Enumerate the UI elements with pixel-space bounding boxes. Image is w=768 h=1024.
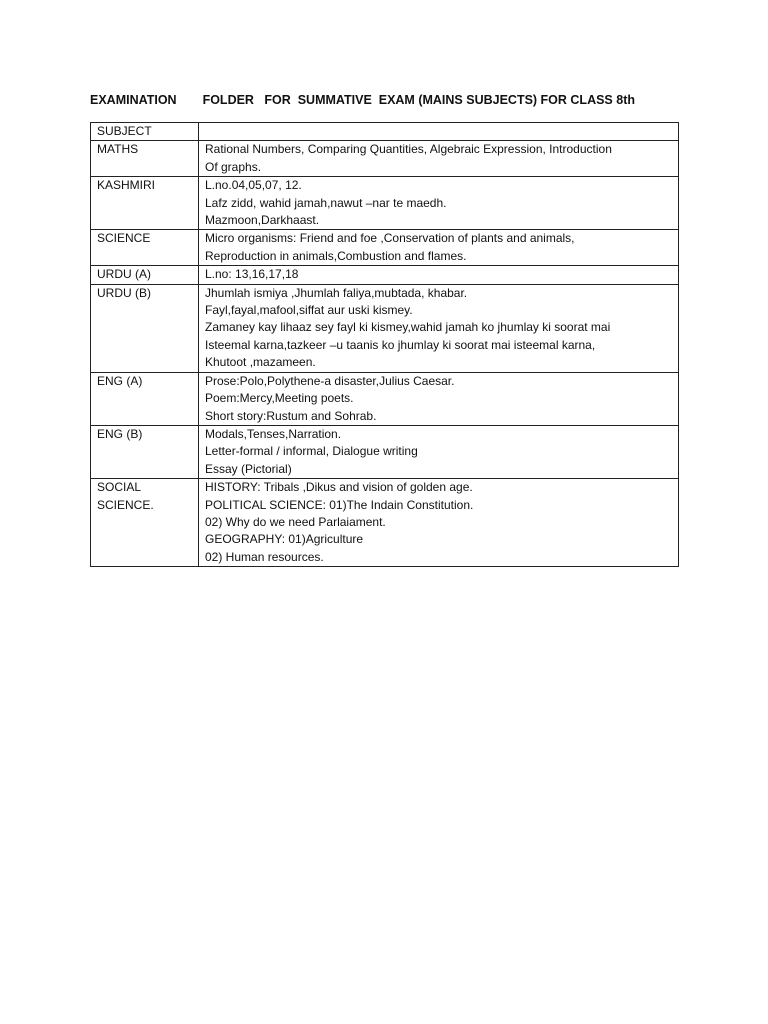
subject-name: SCIENCE (97, 231, 151, 246)
subject-cell (91, 230, 199, 266)
topic-line: GEOGRAPHY: 01)Agriculture (205, 532, 364, 547)
table-row (91, 284, 679, 372)
topics-cell (199, 177, 679, 230)
topic-line: HISTORY: Tribals ,Dikus and vision of golden age. (205, 480, 473, 495)
topics-cell (199, 372, 679, 425)
topics-cell (199, 479, 679, 567)
subject-cell (91, 266, 199, 284)
topic-line: Jhumlah ismiya ,Jhumlah faliya,mubtada, khabar. (205, 285, 468, 300)
topic-line: Short story:Rustum and Sohrab. (205, 408, 377, 423)
subject-name: URDU (A) (97, 267, 151, 282)
table-row (91, 141, 679, 177)
syllabus-table-body (91, 123, 679, 567)
topic-line: Zamaney kay lihaaz sey fayl ki kismey,wahid jamah ko jhumlay ki soorat mai (205, 320, 611, 335)
subject-cell (91, 479, 199, 567)
topics-cell (199, 425, 679, 478)
topic-line: Letter-formal / informal, Dialogue writing (205, 444, 418, 459)
subject-name: SCIENCE. (97, 497, 154, 512)
table-header-row (91, 123, 679, 141)
subject-name: MATHS (97, 142, 139, 157)
table-row (91, 177, 679, 230)
subject-name: ENG (B) (97, 426, 143, 441)
topics-cell (199, 230, 679, 266)
subject-name: URDU (B) (97, 285, 151, 300)
topic-line: Micro organisms: Friend and foe ,Conservation of plants and animals, (205, 231, 575, 246)
topic-line: POLITICAL SCIENCE: 01)The Indain Constitution. (205, 497, 474, 512)
table-row (91, 479, 679, 567)
topic-line: Of graphs. (205, 159, 262, 174)
topics-cell (199, 284, 679, 372)
header-topics-cell (199, 123, 679, 141)
topic-line: Reproduction in animals,Combustion and flames. (205, 248, 467, 263)
header-subject-label: SUBJECT (97, 124, 152, 138)
table-row (91, 372, 679, 425)
subject-name: SOCIAL (97, 480, 142, 495)
topic-line: Essay (Pictorial) (205, 461, 292, 476)
topic-line: Rational Numbers, Comparing Quantities, Algebraic Expression, Introduction (205, 142, 612, 157)
topic-line: L.no.04,05,07, 12. (205, 178, 302, 193)
table-row (91, 266, 679, 284)
topic-line: L.no: 13,16,17,18 (205, 267, 299, 282)
topic-line: Fayl,fayal,mafool,siffat aur uski kismey. (205, 303, 413, 318)
subject-cell (91, 141, 199, 177)
topic-line: 02) Human resources. (205, 549, 324, 564)
header-subject-cell (91, 123, 199, 141)
subject-name: ENG (A) (97, 373, 143, 388)
title-part-folder: FOLDER FOR SUMMATIVE EXAM (MAINS SUBJECTS) FOR CLASS 8th (202, 93, 635, 107)
page-title (90, 93, 635, 107)
topics-cell (199, 141, 679, 177)
topics-cell (199, 266, 679, 284)
subject-name: KASHMIRI (97, 178, 156, 193)
table-row (91, 425, 679, 478)
title-part-examination: EXAMINATION (90, 93, 177, 107)
subject-cell (91, 284, 199, 372)
subject-cell (91, 177, 199, 230)
subject-cell (91, 425, 199, 478)
topic-line: Poem:Mercy,Meeting poets. (205, 391, 354, 406)
topic-line: Mazmoon,Darkhaast. (205, 213, 320, 228)
topic-line: Modals,Tenses,Narration. (205, 426, 342, 441)
topic-line: Prose:Polo,Polythene-a disaster,Julius Caesar. (205, 373, 455, 388)
topic-line: Lafz zidd, wahid jamah,nawut –nar te maedh. (205, 195, 447, 210)
table-row (91, 230, 679, 266)
topic-line: 02) Why do we need Parlaiament. (205, 514, 386, 529)
subject-cell (91, 372, 199, 425)
syllabus-table (90, 122, 679, 567)
topic-line: Khutoot ,mazameen. (205, 355, 316, 370)
topic-line: Isteemal karna,tazkeer –u taanis ko jhumlay ki soorat mai isteemal karna, (205, 337, 596, 352)
